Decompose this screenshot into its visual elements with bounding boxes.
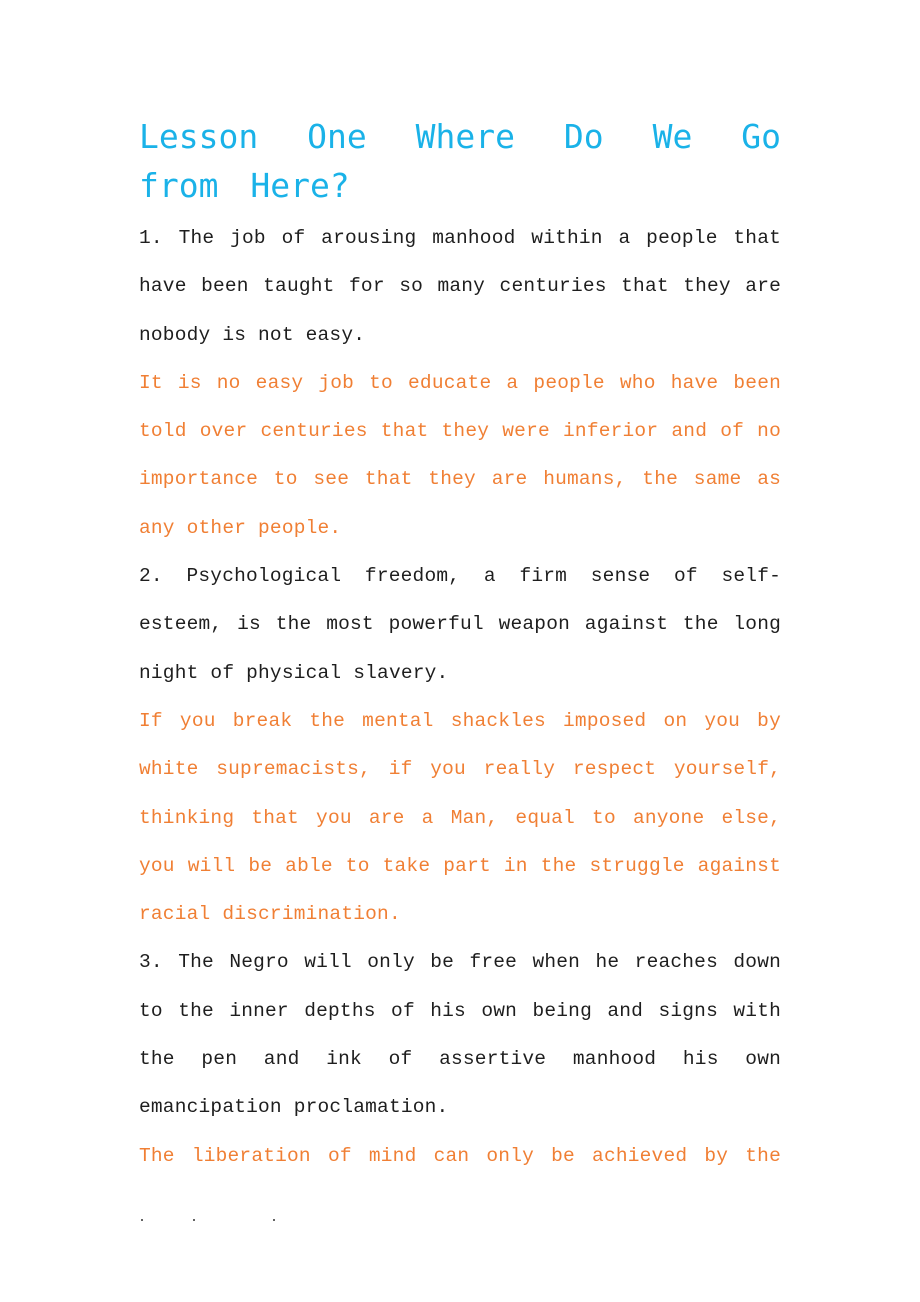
footer-dot — [273, 1219, 275, 1221]
source-sentence-2: 2. Psychological freedom, a firm sense of self-esteem, is the most powerful weapon against the long night of physical slavery. — [139, 565, 781, 684]
document-page — [139, 112, 781, 1180]
footer-dot — [193, 1219, 195, 1221]
footer-dot — [141, 1219, 143, 1221]
paraphrase-1: It is no easy job to educate a people who have been told over centuries that they were inferior and of no importance to see that they are humans, the same as any other people. — [139, 371, 781, 539]
source-sentence-1: 1. The job of arousing manhood within a people that have been taught for so many centuries that they are nobody is not easy. — [139, 227, 781, 346]
source-sentence-3: 3. The Negro will only be free when he reaches down to the inner depths of his own being and signs with the pen and ink of assertive manhood his own emancipation proclamation. — [139, 951, 781, 1119]
footer-marks — [141, 1213, 341, 1225]
paraphrase-2: If you break the mental shackles imposed on you by white supremacists, if you really respect yourself, thinking that you are a Man, equal to anyone else, you will be able to take part in the struggle against racial discrimination. — [139, 709, 781, 926]
lesson-title: Lesson One Where Do We Go from Here? — [139, 117, 781, 205]
paraphrase-3: The liberation of mind can only be achieved by the — [139, 1144, 781, 1167]
